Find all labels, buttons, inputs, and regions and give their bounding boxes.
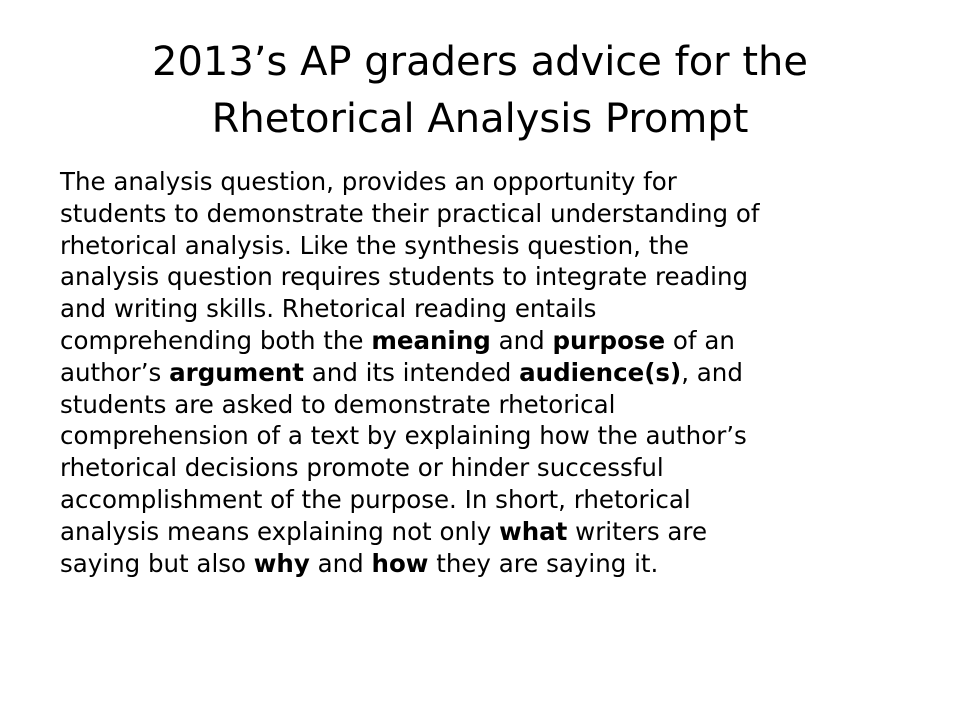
body-text-segment: they are saying it. (428, 548, 659, 578)
emphasis-how: how (371, 548, 429, 578)
emphasis-audience: audience(s) (519, 357, 682, 387)
body-text-segment: author’s (60, 357, 170, 387)
body-line-4: analysis question requires students to integrate reading (60, 262, 749, 292)
body-line-7 (60, 357, 910, 389)
body-line-6 (60, 325, 910, 357)
body-line-8: students are asked to demonstrate rhetorical (60, 389, 616, 419)
body-text-segment: and (490, 325, 553, 355)
body-line-12 (60, 516, 910, 548)
body-text-segment: , and (681, 357, 743, 387)
title-line-1: 2013’s AP graders advice for the (152, 39, 808, 85)
body-line-13 (60, 548, 910, 580)
body-line-2: students to demonstrate their practical understanding of (60, 198, 760, 228)
title-line-2: Rhetorical Analysis Prompt (211, 96, 749, 142)
body-text-segment: writers are (567, 516, 708, 546)
body-line-3: rhetorical analysis. Like the synthesis question, the (60, 230, 689, 260)
body-line-11: accomplishment of the purpose. In short, rhetorical (60, 484, 691, 514)
emphasis-what: what (499, 516, 568, 546)
emphasis-argument: argument (169, 357, 304, 387)
body-text-segment: comprehending both the (60, 325, 372, 355)
body-line-10: rhetorical decisions promote or hinder successful (60, 453, 664, 483)
body-line-5: and writing skills. Rhetorical reading entails (60, 294, 597, 324)
body-text-segment: and (309, 548, 372, 578)
slide-title (60, 34, 900, 148)
emphasis-meaning: meaning (371, 325, 491, 355)
body-text-segment: saying but also (60, 548, 254, 578)
body-text-segment: of an (665, 325, 735, 355)
body-line-1: The analysis question, provides an opportunity for (60, 167, 677, 196)
body-text-segment: analysis means explaining not only (60, 516, 500, 546)
body-text-segment: and its intended (303, 357, 520, 387)
emphasis-purpose: purpose (552, 325, 666, 355)
slide-body-text (60, 166, 910, 579)
body-line-9: comprehension of a text by explaining how the author’s (60, 421, 747, 451)
emphasis-why: why (253, 548, 310, 578)
